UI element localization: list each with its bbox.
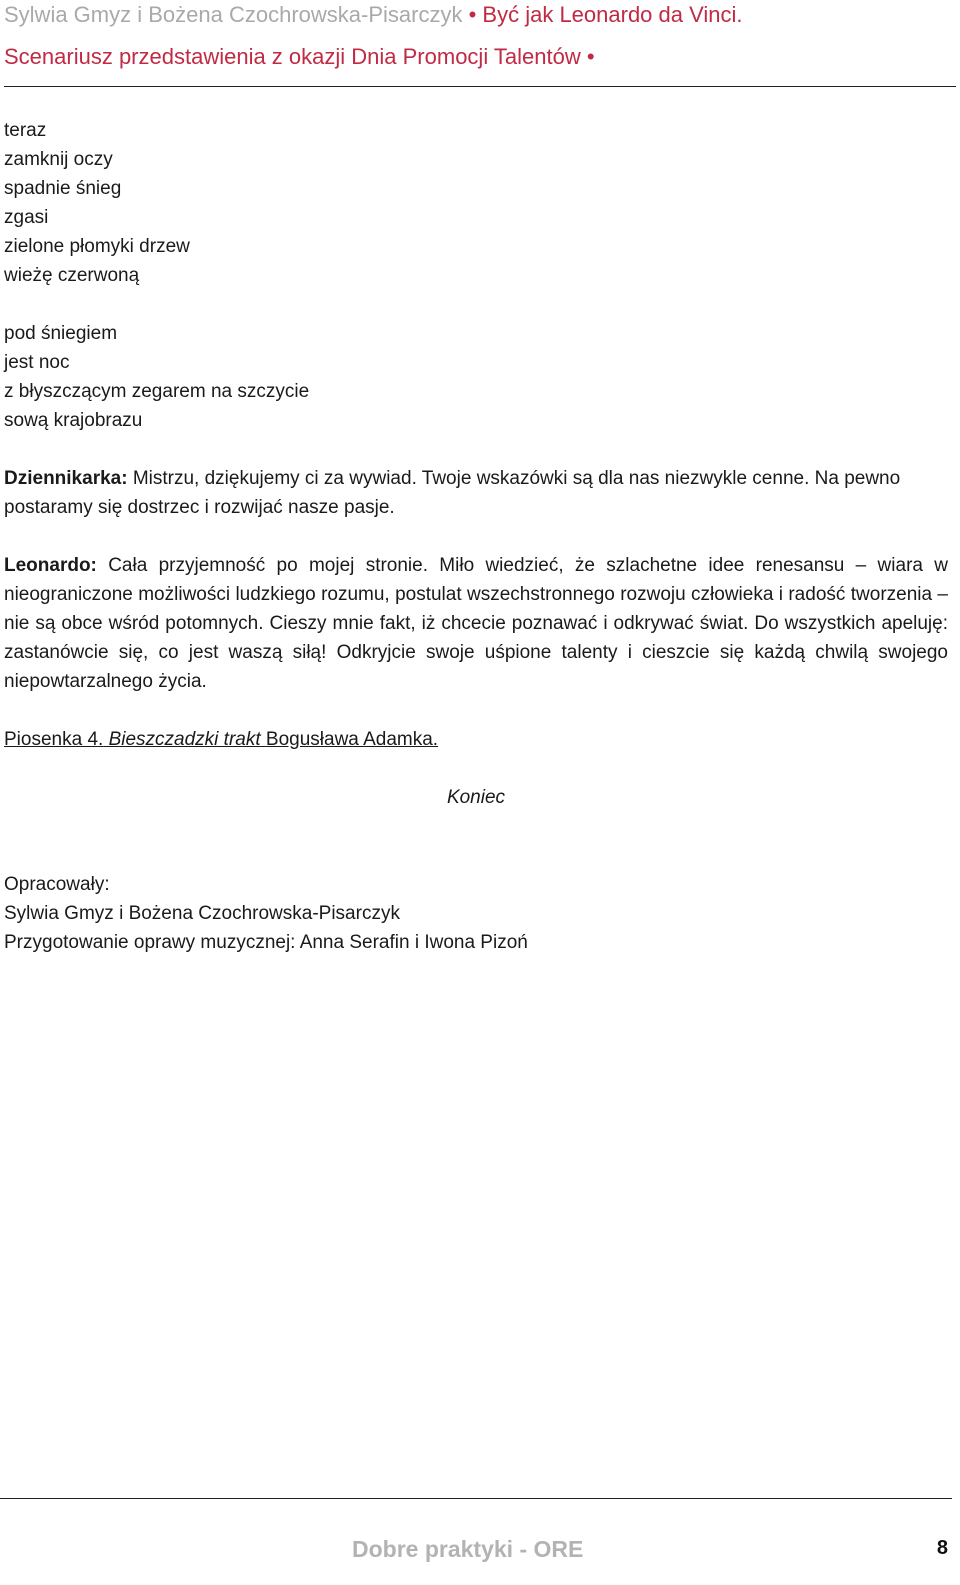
poem-line: wieżę czerwoną [4,265,140,286]
credits [4,870,948,957]
bullet-icon: • [586,44,595,69]
header-divider [4,86,956,87]
poem-stanza-2 [4,319,948,435]
credits-music: Przygotowanie oprawy muzycznej: Anna Serafin i Iwona Pizoń [4,932,528,953]
journalist-text: Mistrzu, dziękujemy ci za wywiad. Twoje wskazówki są dla nas niezwykle cenne. Na pewno postaramy się dostrzec i rozwijać nasze pasje. [4,468,901,518]
page-number: 8 [936,1537,948,1559]
song-title: Bieszczadzki trakt [108,729,261,750]
header-authors: Sylwia Gmyz i Bożena Czochrowska-Pisarczyk [4,2,463,27]
poem-line: zielone płomyki drzew [4,236,190,257]
journalist-speaker: Dziennikarka: [4,468,128,489]
poem-line: jest noc [4,352,70,373]
song-prefix: Piosenka 4. [4,729,104,750]
poem-line: teraz [4,120,47,141]
poem-line: z błyszczącym zegarem na szczycie [4,381,310,402]
header-title-part1: Być jak Leonardo da Vinci. [482,2,743,27]
leonardo-text: Cała przyjemność po mojej stronie. Miło wiedzieć, że szlachetne idee renesansu – wiara w nieograniczone możliwości ludzkiego rozumu, postulat wszechstronnego rozwoju człowieka i radość tworzenia – nie są obce wśród potomnych. Cieszy mnie fakt, iż chcecie poznawać i odkrywać świat. Do wszystkich apeluję: zastanówcie się, co jest waszą siłą! Odkryjcie swoje uśpione talenty i cieszcie się każdą chwilą swojego niepowtarzalnego życia. [4,555,948,692]
song-suffix: Bogusława Adamka. [265,729,439,750]
poem-line: pod śniegiem [4,323,118,344]
bullet-icon: • [468,2,477,27]
poem-stanza-1 [4,116,948,290]
leonardo-paragraph [4,551,948,696]
poem-line: sową krajobrazu [4,410,143,431]
header-line-2 [4,42,595,71]
header-line-1 [4,0,743,29]
journalist-paragraph [4,464,948,522]
ending-label: Koniec [446,787,506,808]
footer-divider [0,1498,952,1499]
footer-text: Dobre praktyki - ORE [352,1536,584,1562]
header-title-part2: Scenariusz przedstawienia z okazji Dnia Promocji Talentów [4,44,581,69]
credits-authors: Sylwia Gmyz i Bożena Czochrowska-Pisarczyk [4,903,400,924]
poem-line: zamknij oczy [4,149,113,170]
poem-line: spadnie śnieg [4,178,122,199]
leonardo-speaker: Leonardo: [4,555,97,576]
credits-heading: Opracowały: [4,874,110,895]
song-line [4,725,948,754]
poem-line: zgasi [4,207,49,228]
document-body [4,116,948,957]
